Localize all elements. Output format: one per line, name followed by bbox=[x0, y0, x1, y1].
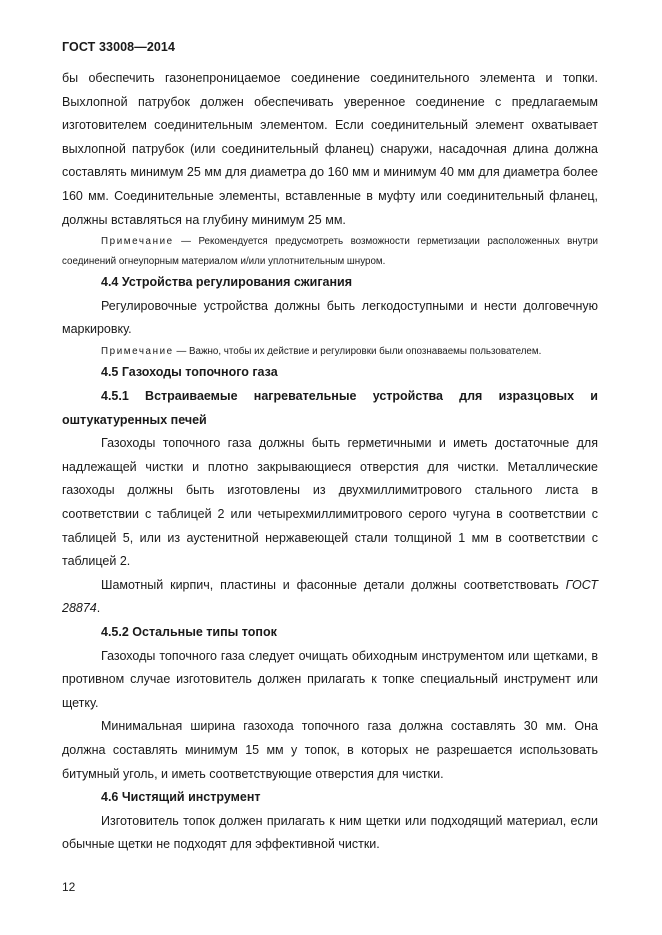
paragraph bbox=[62, 574, 598, 621]
document-header: ГОСТ 33008—2014 bbox=[62, 40, 176, 54]
section-heading-4-5-2: 4.5.2 Остальные типы топок bbox=[101, 624, 277, 639]
paragraph: Изготовитель топок должен прилагать к ним щетки или подходящий материал, если обычные щетки не подходят для эффективной чистки. bbox=[62, 813, 598, 852]
document-body bbox=[62, 67, 598, 857]
note-text: — Рекомендуется предусмотреть возможности герметизации расположенных внутри соединений огнеупорным материалом и/или уплотнительным шнуром. bbox=[62, 236, 598, 267]
note-label: Примечание bbox=[101, 236, 174, 248]
note-label: Примечание bbox=[101, 345, 174, 357]
note-text: — Важно, чтобы их действие и регулировки были опознаваемы пользователем. bbox=[173, 345, 542, 357]
paragraph: бы обеспечить газонепроницаемое соединение соединительного элемента и топки. Выхлопной патрубок должен обеспечивать уверенное соединение с предлагаемым изготовителем соединительным элементом. Если соединительный элемент охватывает выхлопной патрубок (или соединительный фланец) снаружи, насадочная длина должна составлять минимум 25 мм для диаметра до 160 мм и минимум 40 мм для диаметра более 160 мм. Соединительные элементы, вставленные в муфту или соединительный фланец, должны вставляться на глубину минимум 25 мм. bbox=[62, 71, 598, 227]
page-number: 12 bbox=[62, 880, 76, 894]
section-heading-4-4: 4.4 Устройства регулирования сжигания bbox=[101, 275, 353, 290]
paragraph-text: Шамотный кирпич, пластины и фасонные детали должны соответствовать bbox=[101, 577, 566, 592]
section-heading-4-5-1: 4.5.1 Встраиваемые нагревательные устройства для изразцовых и оштукатуренных печей bbox=[62, 389, 598, 427]
paragraph: Газоходы топочного газа следует очищать обиходным инструментом или щетками, в противном случае изготовитель должен прилагать к топке специальный инструмент или щетку. bbox=[62, 648, 598, 710]
standard-reference: ГОСТ 28874 bbox=[62, 577, 598, 616]
paragraph: Регулировочные устройства должны быть легкодоступными и нести долговечную маркировку. bbox=[62, 298, 598, 337]
note bbox=[62, 232, 598, 271]
note bbox=[62, 342, 598, 362]
paragraph: Минимальная ширина газохода топочного газа должна составлять 30 мм. Она должна составлять минимум 15 мм у топок, в которых не разрешается использовать битумный уголь, и иметь соответствующие отверстия для чистки. bbox=[62, 719, 598, 781]
paragraph-end: . bbox=[96, 601, 101, 616]
paragraph: Газоходы топочного газа должны быть герметичными и иметь достаточные для надлежащей чистки и плотно закрывающиеся отверстия для чистки. Металлические газоходы должны быть изготовлены из двухмиллимитрового стального листа в соответствии с таблицей 2 или четырехмиллимитрового серого чугуна в соответствии с таблицей 5, или из аустенитной нержавеющей стали толщиной 1 мм в соответствии с таблицей 2. bbox=[62, 436, 598, 569]
section-heading-4-6: 4.6 Чистящий инструмент bbox=[101, 790, 261, 805]
section-heading-4-5: 4.5 Газоходы топочного газа bbox=[101, 365, 278, 380]
